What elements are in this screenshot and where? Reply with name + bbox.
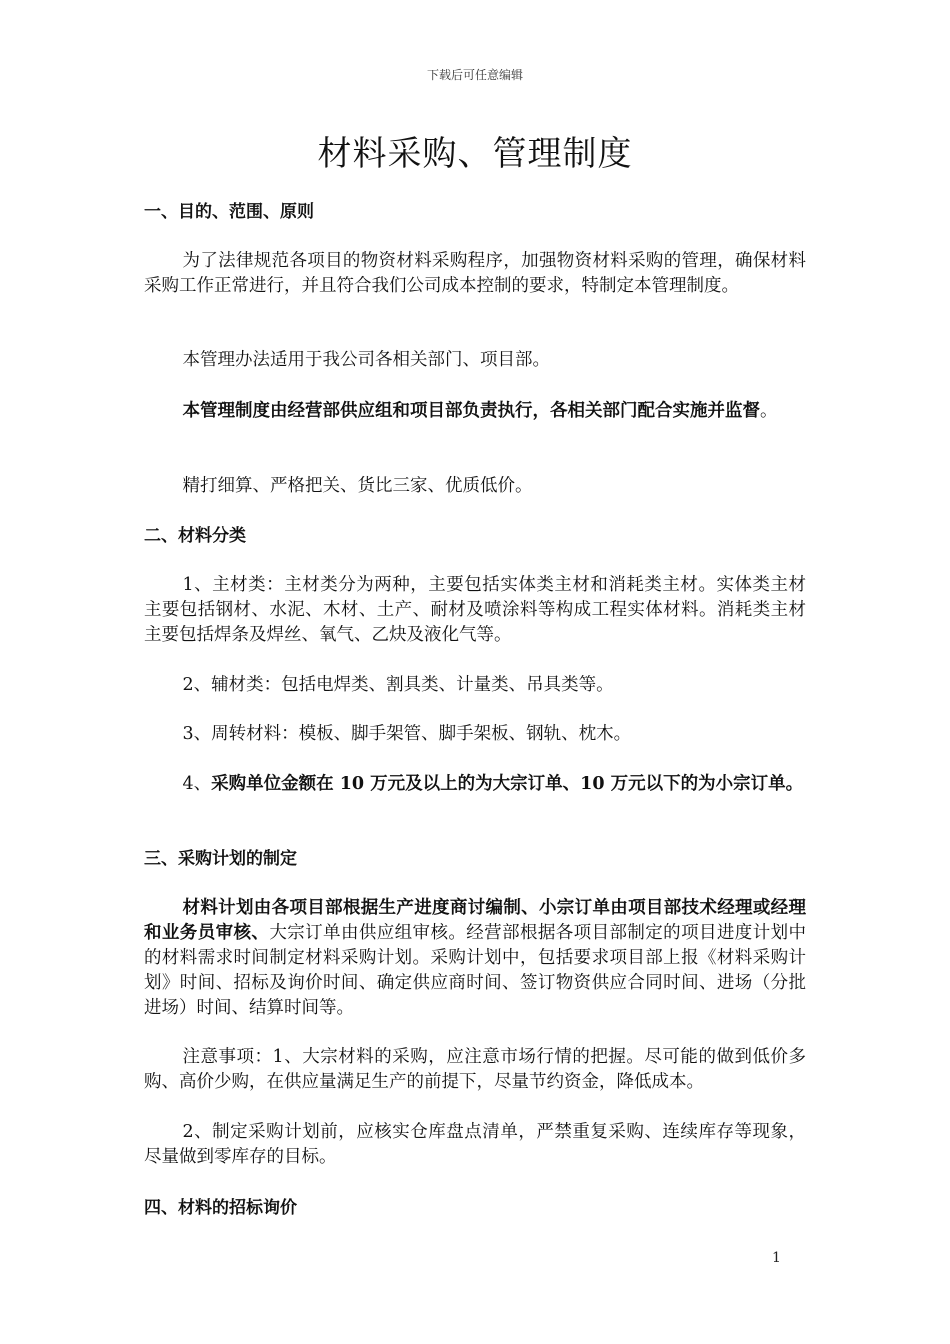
section-1-paragraph-1: 为了法律规范各项目的物资材料采购程序，加强物资材料采购的管理，确保材料采购工作正常进行，并且符合我们公司成本控制的要求，特制定本管理制度。: [144, 251, 806, 296]
section-2-paragraph-4-start: 4、: [182, 774, 212, 794]
section-3-heading: 三、采购计划的制定: [144, 849, 297, 869]
section-1-paragraph-3-bold: 本管理制度由经营部供应组和项目部负责执行，各相关部门配合实施并监督: [182, 401, 760, 421]
section-2-paragraph-2: 2、辅材类：包括电焊类、割具类、计量类、吊具类等。: [182, 675, 614, 695]
section-2-paragraph-1: 1、主材类：主材类分为两种，主要包括实体类主材和消耗类主材。实体类主材主要包括钢材、水泥、木材、土产、耐材及喷涂料等构成工程实体材料。消耗类主材主要包括焊条及焊丝、氧气、乙炔及液化气等。: [144, 575, 806, 645]
section-4-heading: 四、材料的招标询价: [144, 1198, 297, 1218]
section-2-heading: 二、材料分类: [144, 526, 246, 546]
document-title: 材料采购、管理制度: [317, 134, 633, 174]
section-1-heading: 一、目的、范围、原则: [144, 202, 314, 222]
section-1-paragraph-3-end: 。: [760, 401, 778, 421]
section-3-paragraph-1-rest: 大宗订单由供应组审核。经营部根据各项目部制定的项目进度计划中的材料需求时间制定材料采购计划。采购计划中，包括要求项目部上报《材料采购计划》时间、招标及询价时间、确定供应商时间、签订物资供应合同时间、进场（分批进场）时间、结算时间等。: [144, 923, 807, 1018]
section-1-paragraph-4: 精打细算、严格把关、货比三家、优质低价。: [182, 476, 533, 496]
page-number: 1: [772, 1250, 781, 1266]
header-note: 下载后可任意编辑: [426, 68, 523, 82]
section-2-paragraph-3: 3、周转材料：模板、脚手架管、脚手架板、钢轨、枕木。: [182, 724, 632, 744]
section-3-paragraph-3: 2、制定采购计划前，应核实仓库盘点清单，严禁重复采购、连续库存等现象，尽量做到零库存的目标。: [144, 1122, 806, 1167]
section-3-paragraph-1-bold: 材料计划由各项目部根据生产进度商讨编制、小宗订单由项目部技术经理或经理和业务员审核、: [144, 898, 806, 943]
section-1-paragraph-3: [144, 399, 806, 424]
section-2-paragraph-4-bold: 采购单位金额在 10 万元及以上的为大宗订单、10 万元以下的为小宗订单。: [211, 774, 804, 794]
section-3-paragraph-2: 注意事项：1、大宗材料的采购，应注意市场行情的把握。尽可能的做到低价多购、高价少购，在供应量满足生产的前提下，尽量节约资金，降低成本。: [144, 1047, 806, 1092]
section-3-paragraph-1: [144, 896, 806, 1021]
section-1-paragraph-2: 本管理办法适用于我公司各相关部门、项目部。: [182, 350, 550, 370]
section-2-paragraph-4: [144, 772, 806, 797]
